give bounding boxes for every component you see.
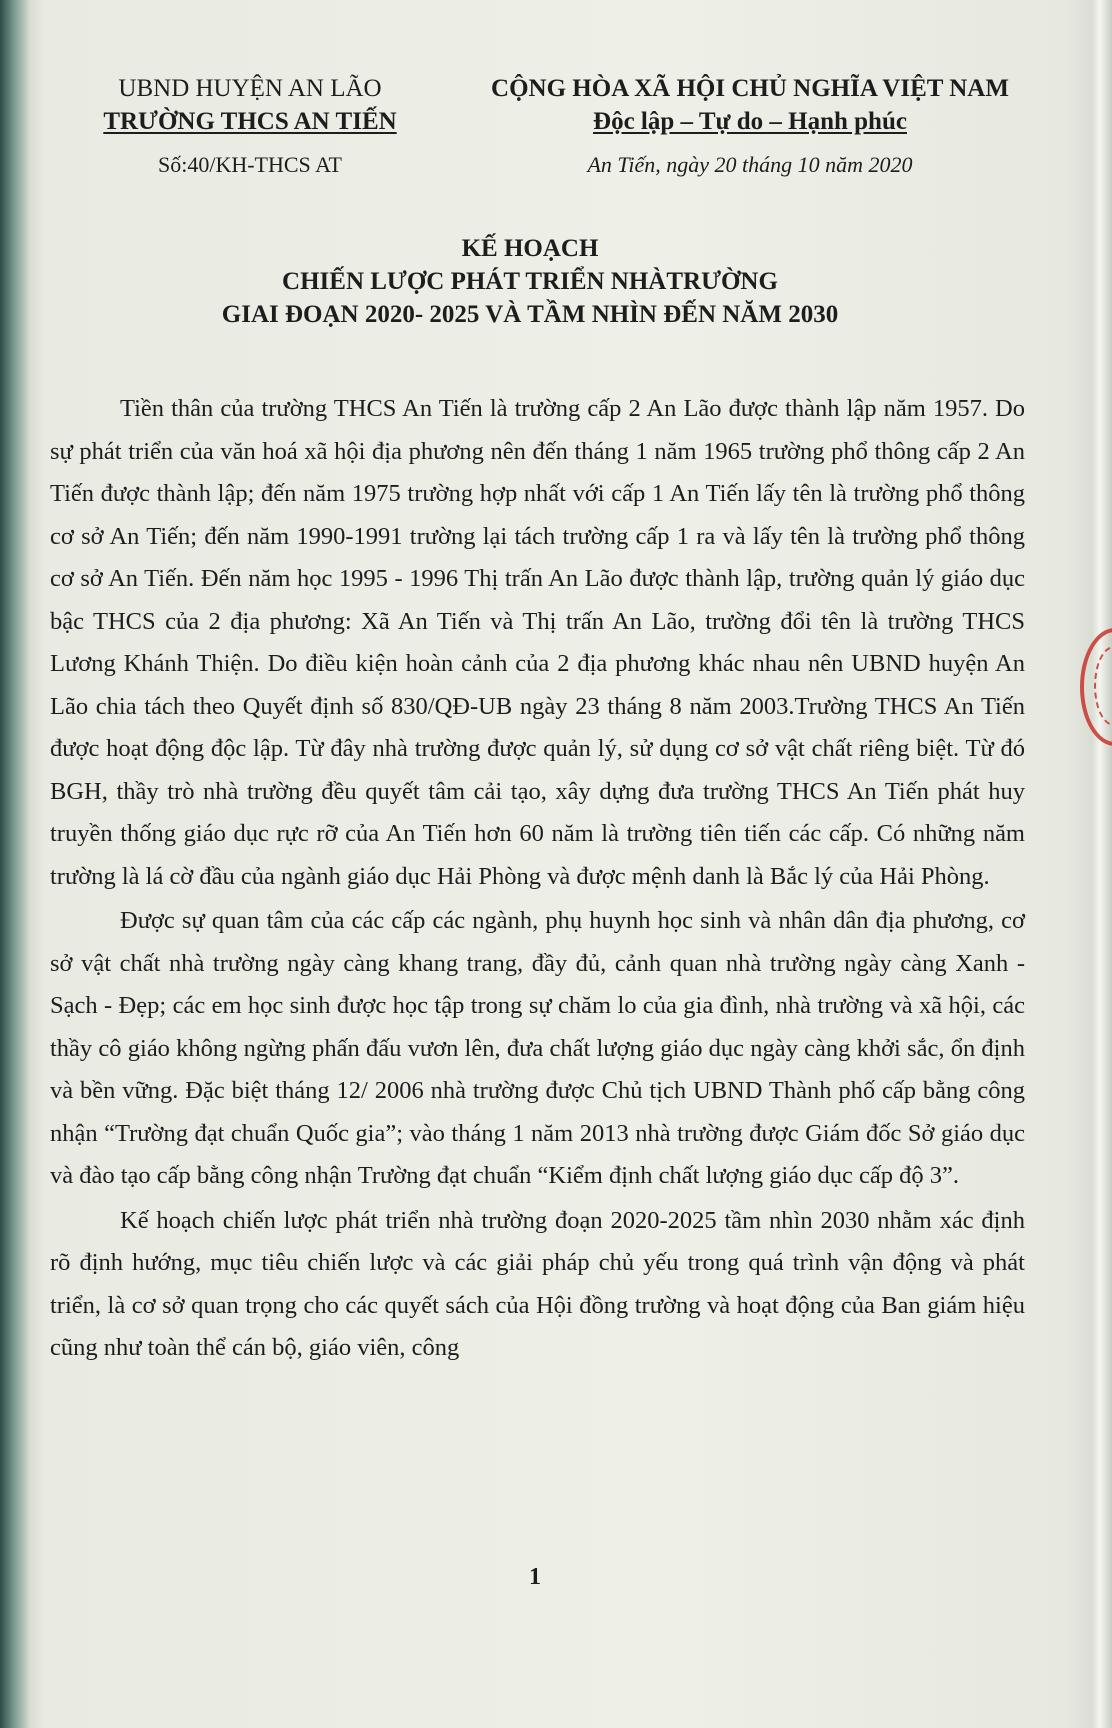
title-line-2: CHIẾN LƯỢC PHÁT TRIỂN NHÀTRƯỜNG — [282, 268, 778, 295]
national-motto: Độc lập – Tự do – Hạnh phúc — [593, 108, 907, 135]
place-date: An Tiến, ngày 20 tháng 10 năm 2020 — [587, 152, 913, 177]
header-right — [460, 72, 1040, 138]
paragraph: Tiền thân của trường THCS An Tiến là trường cấp 2 An Lão được thành lập năm 1957. Do sự phát triển của văn hoá xã hội địa phương nên đến tháng 1 năm 1965 trường phổ thông cấp 2 An Tiến được thành lập; đến năm 1975 trường hợp nhất với cấp 1 An Tiến lấy tên là trường phổ thông cơ sở An Tiến; đến năm 1990-1991 trường lại tách trường cấp 1 ra và lấy tên là trường phổ thông cơ sở An Tiến. Đến năm học 1995 - 1996 Thị trấn An Lão được thành lập, trường quản lý giáo dục bậc THCS của 2 địa phương: Xã An Tiến và Thị trấn An Lão, trường đổi tên là trường THCS Lương Khánh Thiện. Do điều kiện hoàn cảnh của 2 địa phương khác nhau nên UBND huyện An Lão chia tách theo Quyết định số 830/QĐ-UB ngày 23 tháng 8 năm 2003.Trường THCS An Tiến được hoạt động độc lập. Từ đây nhà trường được quản lý, sử dụng cơ sở vật chất riêng biệt. Từ đó BGH, thầy trò nhà trường đều quyết tâm cải tạo, xây dựng đưa trường THCS An Tiến phát huy truyền thống giáo dục rực rỡ của An Tiến hơn 60 năm là trường tiên tiến các cấp. Có những năm trường là lá cờ đầu của ngành giáo dục Hải Phòng và được mệnh danh là Bắc lý của Hải Phòng. — [50, 395, 1025, 890]
paragraph: Kế hoạch chiến lược phát triển nhà trường đoạn 2020-2025 tầm nhìn 2030 nhằm xác định rõ định hướng, mục tiêu chiến lược và các giải pháp chủ yếu trong quá trình vận động và phát triển, là cơ sở quan trọng cho các quyết sách của Hội đồng trường và hoạt động của Ban giám hiệu cũng như toàn thể cán bộ, giáo viên, công — [50, 1206, 1025, 1361]
school-name: TRƯỜNG THCS AN TIẾN — [103, 108, 397, 135]
agency-name: UBND HUYỆN AN LÃO — [118, 75, 382, 102]
page-number: 1 — [529, 1564, 541, 1590]
paragraph: Được sự quan tâm của các cấp các ngành, phụ huynh học sinh và nhân dân địa phương, cơ sở vật chất nhà trường ngày càng khang trang, đầy đủ, cảnh quan nhà trường ngày càng Xanh - Sạch - Đẹp; các em học sinh được học tập trong sự chăm lo của gia đình, nhà trường và xã hội, các thầy cô giáo không ngừng phấn đấu vươn lên, đưa chất lượng giáo dục ngày càng khởi sắc, ổn định và bền vững. Đặc biệt tháng 12/ 2006 nhà trường được Chủ tịch UBND Thành phố cấp bằng công nhận “Trường đạt chuẩn Quốc gia”; vào tháng 1 năm 2013 nhà trường được Giám đốc Sở giáo dục và đào tạo cấp bằng công nhận Trường đạt chuẩn “Kiểm định chất lượng giáo dục cấp độ 3”. — [50, 907, 1025, 1189]
country-name: CỘNG HÒA XÃ HỘI CHỦ NGHĨA VIỆT NAM — [491, 75, 1009, 102]
header-left — [60, 72, 440, 138]
document-number: Số:40/KH-THCS AT — [158, 152, 342, 177]
document-body — [50, 388, 1025, 1372]
title-line-3: GIAI ĐOẠN 2020- 2025 VÀ TẦM NHÌN ĐẾN NĂM 2030 — [221, 301, 839, 328]
paper-edge — [1092, 0, 1112, 1728]
red-seal-stamp — [1080, 628, 1112, 746]
document-title — [60, 232, 1000, 331]
title-line-1: KẾ HOẠCH — [461, 235, 599, 262]
